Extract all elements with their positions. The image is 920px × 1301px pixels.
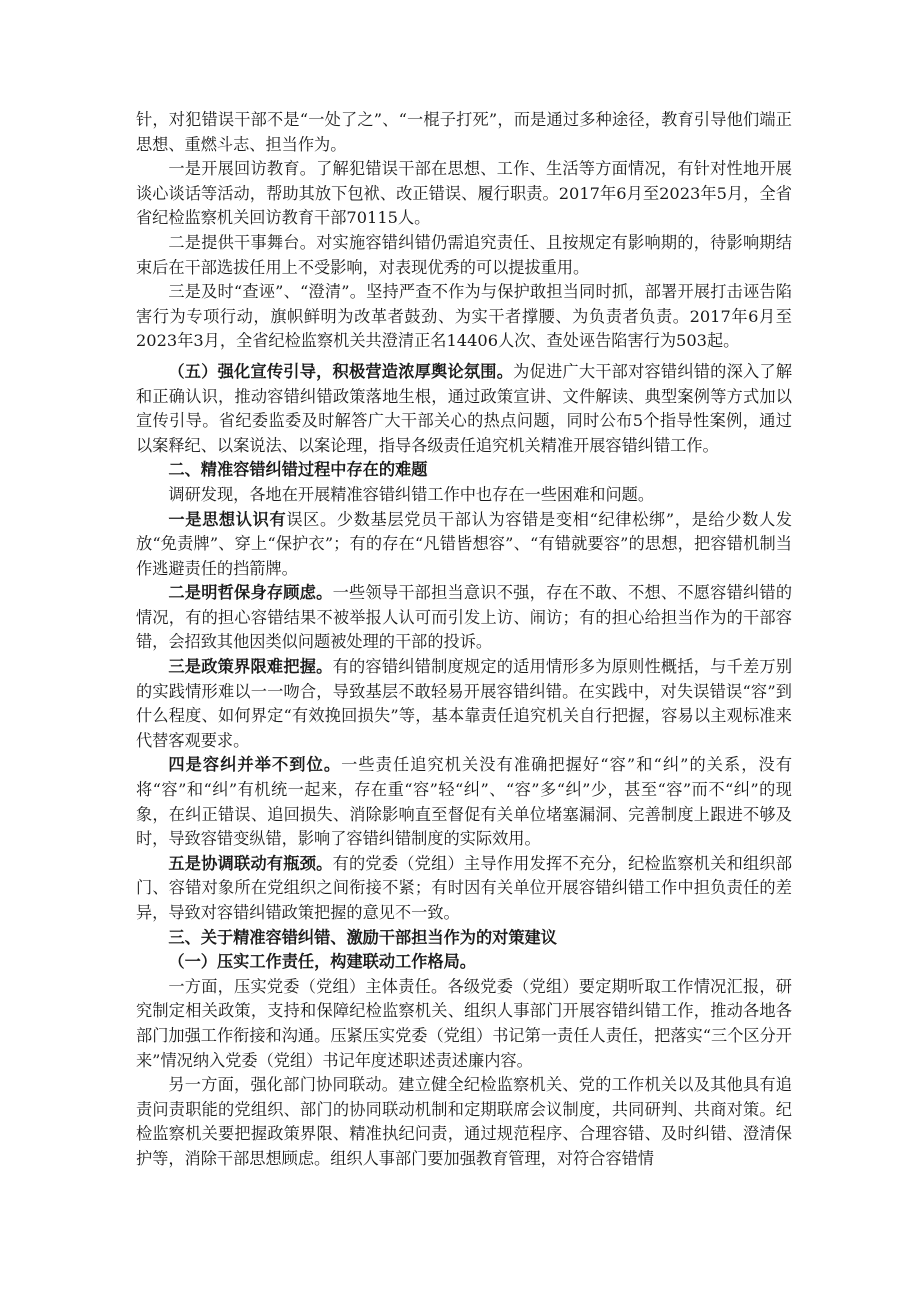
paragraph: 三是及时“查诬”、“澄清”。坚持严查不作为与保护敢担当同时抓，部署开展打击诬告陷害行为专项行动，旗帜鲜明为改革者鼓劲、为实干者撑腰、为负责者负责。2017年6月至2023年3月，全省纪检监察机关共澄清正名14406人次、查处诬告陷害行为503起。 bbox=[136, 282, 792, 351]
paragraph: 二是提供干事舞台。对实施容错纠错仍需追究责任、且按规定有影响期的，待影响期结束后在干部选拔任用上不受影响，对表现优秀的可以提拔重用。 bbox=[136, 232, 792, 277]
paragraph-text: 误区。少数基层党员干部认为容错是变相“纪律松绑”，是给少数人发放“免责牌”、穿上“保护衣”；有的存在“凡错皆想容”、“有错就要容”的思想，把容错机制当作逃避责任的挡箭牌。 bbox=[136, 509, 792, 578]
paragraph-text: 有的容错纠错制度规定的适用情形多为原则性概括，与千差万别的实践情形难以一一吻合，导致基层不敢轻易开展容错纠错。在实践中，对失误错误“容”到什么程度、如何界定“有效挽回损失”等，基本靠责任追究机关自行把握，容易以主观标准来代替客观要求。 bbox=[136, 657, 793, 750]
paragraph-lead: 五是协调联动有瓶颈。 bbox=[168, 853, 333, 873]
document-body bbox=[136, 108, 792, 1172]
paragraph-lead: 二是明哲保身存顾虑。 bbox=[168, 583, 333, 603]
paragraph: 调研发现，各地在开展精准容错纠错工作中也存在一些困难和问题。 bbox=[168, 484, 655, 504]
paragraph-text: 一些责任追究机关没有准确把握好“容”和“纠”的关系，没有将“容”和“纠”有机统一起来，存在重“容”轻“纠”、“容”多“纠”少，甚至“容”而不“纠”的现象，在纠正错误、追回损失、消除影响直至督促有关单位堵塞漏洞、完善制度上跟进不够及时，导致容错变纵错，影响了容错纠错制度的实际效用。 bbox=[136, 755, 793, 849]
section-heading: 二、精准容错纠错过程中存在的难题 bbox=[168, 460, 428, 480]
subsection-heading: （一）压实工作责任，构建联动工作格局。 bbox=[168, 952, 476, 972]
paragraph bbox=[136, 508, 792, 582]
section-heading: 三、关于精准容错纠错、激励干部担当作为的对策建议 bbox=[168, 927, 557, 947]
paragraph-lead: 三是政策界限难把握。 bbox=[168, 657, 333, 677]
paragraph bbox=[136, 852, 792, 926]
paragraph bbox=[136, 655, 792, 753]
paragraph-text: 为促进广大干部对容错纠错的深入了解和正确认识，推动容错纠错政策落地生根，通过政策宣讲、文件解读、典型案例等方式加以宣传引导。省纪委监委及时解答广大干部关心的热点问题，同时公布5个指导性案例，通过以案释纪、以案说法、以案论理，指导各级责任追究机关精准开展容错纠错工作。 bbox=[136, 361, 793, 455]
paragraph bbox=[136, 753, 792, 851]
paragraph: 一是开展回访教育。了解犯错误干部在思想、工作、生活等方面情况，有针对性地开展谈心谈话等活动，帮助其放下包袱、改正错误、履行职责。2017年6月至2023年5月，全省省纪检监察机关回访教育干部70115人。 bbox=[136, 159, 792, 228]
paragraph bbox=[136, 360, 792, 458]
paragraph bbox=[136, 581, 792, 655]
paragraph-lead: 一是思想认识有 bbox=[168, 509, 287, 529]
paragraph: 一方面，压实党委（党组）主体责任。各级党委（党组）要定期听取工作情况汇报，研究制定相关政策，支持和保障纪检监察机关、组织人事部门开展容错纠错工作，推动各地各部门加强工作衔接和沟通。压紧压实党委（党组）书记第一责任人责任，把落实“三个区分开来”情况纳入党委（党组）书记年度述职述责述廉内容。 bbox=[136, 976, 792, 1070]
paragraph-text: 一些领导干部担当意识不强，存在不敢、不想、不愿容错纠错的情况，有的担心容错结果不被举报人认可而引发上访、闹访；有的担心给担当作为的干部容错，会招致其他因类似问题被处理的干部的投诉。 bbox=[136, 583, 793, 652]
paragraph-lead: （五）强化宣传引导，积极营造浓厚舆论氛围。 bbox=[168, 361, 514, 381]
paragraph-text: 有的党委（党组）主导作用发挥不充分，纪检监察机关和组织部门、容错对象所在党组织之间衔接不紧；有时因有关单位开展容错纠错工作中担负责任的差异，导致对容错纠错政策把握的意见不一致。 bbox=[136, 853, 793, 922]
paragraph: 针，对犯错误干部不是“一处了之”、“一棍子打死”，而是通过多种途径，教育引导他们端正思想、重燃斗志、担当作为。 bbox=[136, 110, 792, 154]
paragraph: 另一方面，强化部门协同联动。建立健全纪检监察机关、党的工作机关以及其他具有追责问责职能的党组织、部门的协同联动机制和定期联席会议制度，共同研判、共商对策。纪检监察机关要把握政策界限、精准执纪问责，通过规范程序、合理容错、及时纠错、澄清保护等，消除干部思想顾虑。组织人事部门要加强教育管理，对符合容错情 bbox=[136, 1075, 792, 1168]
paragraph-lead: 四是容纠并举不到位。 bbox=[168, 755, 342, 775]
